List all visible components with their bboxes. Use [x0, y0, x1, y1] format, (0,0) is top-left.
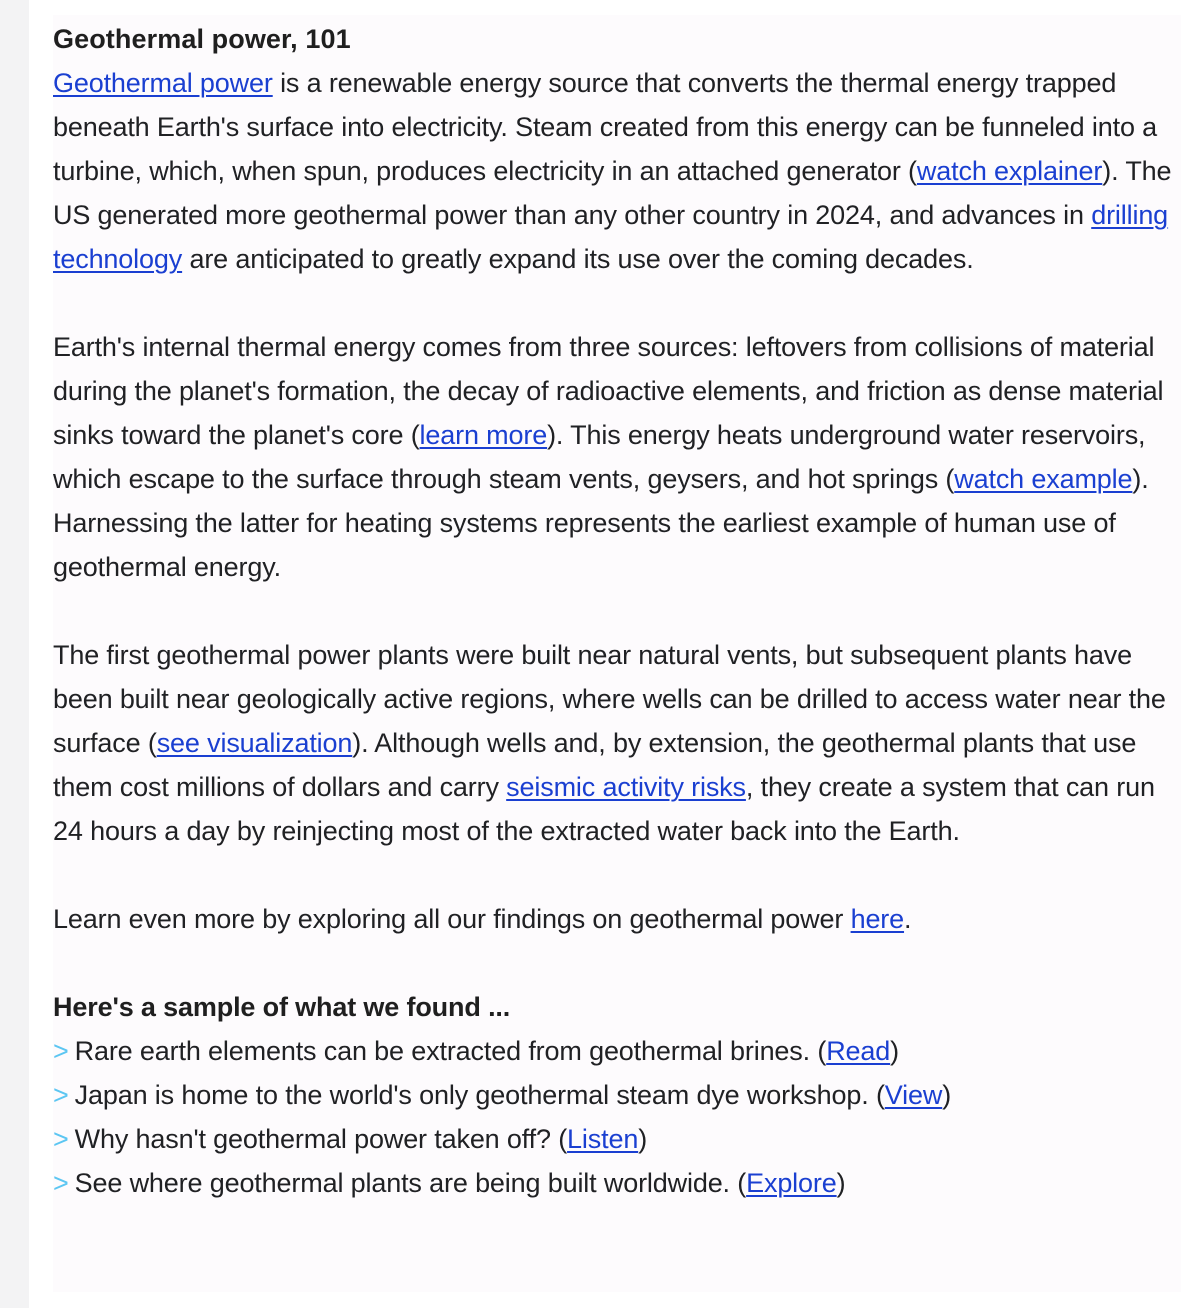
- chevron-right-icon: >: [53, 1080, 69, 1110]
- list-item: [53, 1029, 1183, 1073]
- view-link[interactable]: View: [884, 1080, 943, 1110]
- left-margin-strip: [0, 0, 29, 1308]
- listen-link[interactable]: Listen: [567, 1124, 639, 1154]
- sample-heading: Here's a sample of what we found ...: [53, 992, 511, 1022]
- watch-explainer-link[interactable]: watch explainer: [916, 156, 1103, 186]
- intro-paragraph: [53, 61, 1183, 281]
- see-visualization-link[interactable]: see visualization: [156, 728, 353, 758]
- sources-paragraph: [53, 325, 1183, 589]
- watch-example-link[interactable]: watch example: [954, 464, 1133, 494]
- chevron-right-icon: >: [53, 1036, 69, 1066]
- geothermal-power-link[interactable]: Geothermal power: [53, 68, 273, 98]
- para3-text-2: ). Although wells and, by extension, the geothermal plants that use them cost millions of dollars and carry: [53, 728, 1137, 802]
- chevron-right-icon: >: [53, 1124, 69, 1154]
- intro-text-1: is a renewable energy source that converts the thermal energy trapped beneath Earth's surface into electricity. Steam created from this energy can be funneled into a turbine, which, when spun, produces electricity in an attached generator (: [53, 68, 1158, 186]
- sample-list: [53, 1029, 1183, 1205]
- list-item-text: See where geothermal plants are being built worldwide. (: [74, 1168, 747, 1198]
- list-item: [53, 1117, 1183, 1161]
- learn-more-paragraph: [53, 897, 1183, 941]
- para3-text-3: , they create a system that can run 24 hours a day by reinjecting most of the extracted water back into the Earth.: [53, 772, 1155, 846]
- spacer: [53, 853, 1183, 897]
- spacer: [53, 281, 1183, 325]
- seismic-activity-risks-link[interactable]: seismic activity risks: [506, 772, 746, 802]
- chevron-right-icon: >: [53, 1168, 69, 1198]
- plants-paragraph: [53, 633, 1183, 853]
- list-item-close: ): [836, 1168, 846, 1198]
- drilling-technology-link[interactable]: drilling technology: [53, 200, 1169, 274]
- explore-link[interactable]: Explore: [746, 1168, 837, 1198]
- para4-text-1: Learn even more by exploring all our findings on geothermal power: [53, 904, 851, 934]
- list-item-close: ): [638, 1124, 648, 1154]
- list-item: [53, 1073, 1183, 1117]
- article: [53, 17, 1183, 1205]
- intro-text-3: are anticipated to greatly expand its use over the coming decades.: [182, 244, 974, 274]
- intro-text-2: ). The US generated more geothermal power than any other country in 2024, and advances in: [53, 156, 1172, 230]
- para2-text-2: ). This energy heats underground water reservoirs, which escape to the surface through steam vents, geysers, and hot springs (: [53, 420, 1146, 494]
- list-item-text: Why hasn't geothermal power taken off? (: [74, 1124, 568, 1154]
- spacer: [53, 589, 1183, 633]
- para2-text-1: Earth's internal thermal energy comes from three sources: leftovers from collisions of material during the planet's formation, the decay of radioactive elements, and friction as dense material sinks toward the planet's core (: [53, 332, 1164, 450]
- read-link[interactable]: Read: [826, 1036, 891, 1066]
- list-item-text: Rare earth elements can be extracted from geothermal brines. (: [74, 1036, 827, 1066]
- here-link[interactable]: here: [850, 904, 905, 934]
- para4-text-2: .: [904, 904, 912, 934]
- spacer: [53, 941, 1183, 985]
- para2-text-3: ). Harnessing the latter for heating systems represents the earliest example of human use of geothermal energy.: [53, 464, 1149, 582]
- learn-more-link[interactable]: learn more: [419, 420, 548, 450]
- article-title: Geothermal power, 101: [53, 24, 351, 54]
- list-item-text: Japan is home to the world's only geothermal steam dye workshop. (: [74, 1080, 885, 1110]
- para3-text-1: The first geothermal power plants were built near natural vents, but subsequent plants have been built near geologically active regions, where wells can be drilled to access water near the surface (: [53, 640, 1166, 758]
- list-item: [53, 1161, 1183, 1205]
- list-item-close: ): [890, 1036, 899, 1066]
- list-item-close: ): [942, 1080, 952, 1110]
